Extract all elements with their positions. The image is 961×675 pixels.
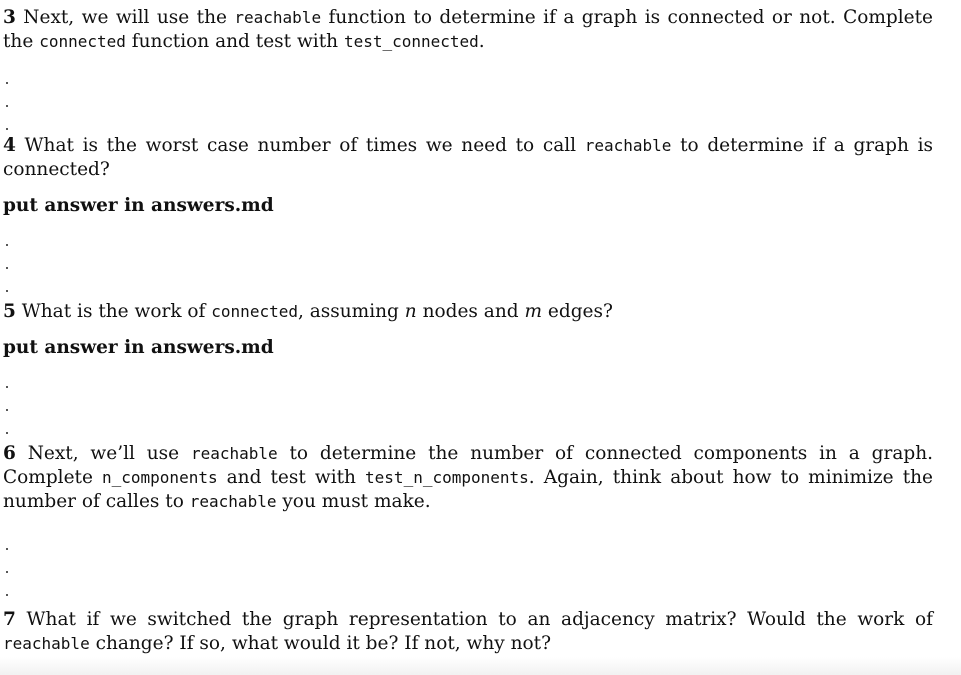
bottom-edge-fade [0,657,961,675]
question-number: 4 [3,135,16,156]
vertical-dots [3,218,23,300]
text: What if we switched the graph representation to an adjacency matrix? Would the work of [15,609,933,630]
text: . [478,31,485,52]
question-number: 6 [3,443,16,464]
text: nodes and [416,301,525,322]
question-7 [3,608,933,656]
question-4 [3,134,933,182]
text: . Again, think about how to minimize the number of calles to [3,467,933,512]
code-reachable: reachable [190,444,278,463]
text: to determine the number of connected components in a graph. Complete [3,443,933,488]
question-6 [3,442,933,514]
code-reachable: reachable [584,136,672,155]
text: What is the worst case number of times we need to call [15,135,585,156]
code-test-n-components: test_n_components [365,468,529,487]
document-page [3,6,933,656]
text: function to determine if a graph is connected or not. Complete the [3,7,933,52]
text: What is the work of [15,301,212,322]
text: Next, we’ll use [15,443,191,464]
question-3 [3,6,933,54]
code-reachable: reachable [3,634,90,653]
text: to determine if a graph is connected? [3,135,933,180]
text: function and test with [125,31,344,52]
question-number: 5 [3,301,16,322]
code-test-connected: test_connected [343,32,479,51]
vertical-dots [3,360,23,442]
answer-instruction: put answer in answers.md [3,337,274,358]
code-connected: connected [39,32,126,51]
answer-instruction: put answer in answers.md [3,195,274,216]
text: Next, we will use the [15,7,235,28]
text: , assuming [297,301,405,322]
math-variable-n: n [404,301,417,322]
code-reachable: reachable [234,8,322,27]
code-reachable: reachable [189,492,277,511]
vertical-dots [3,514,23,608]
text: edges? [542,301,613,322]
text: you must make. [276,491,431,512]
text: change? If so, what would it be? If not, why not? [89,633,552,654]
vertical-dots [3,54,23,136]
text: and test with [217,467,366,488]
math-variable-m: m [524,301,543,322]
question-5 [3,300,933,324]
code-n-components: n_components [102,468,218,487]
question-number: 7 [3,609,16,630]
question-number: 3 [3,7,16,28]
code-connected: connected [211,302,298,321]
